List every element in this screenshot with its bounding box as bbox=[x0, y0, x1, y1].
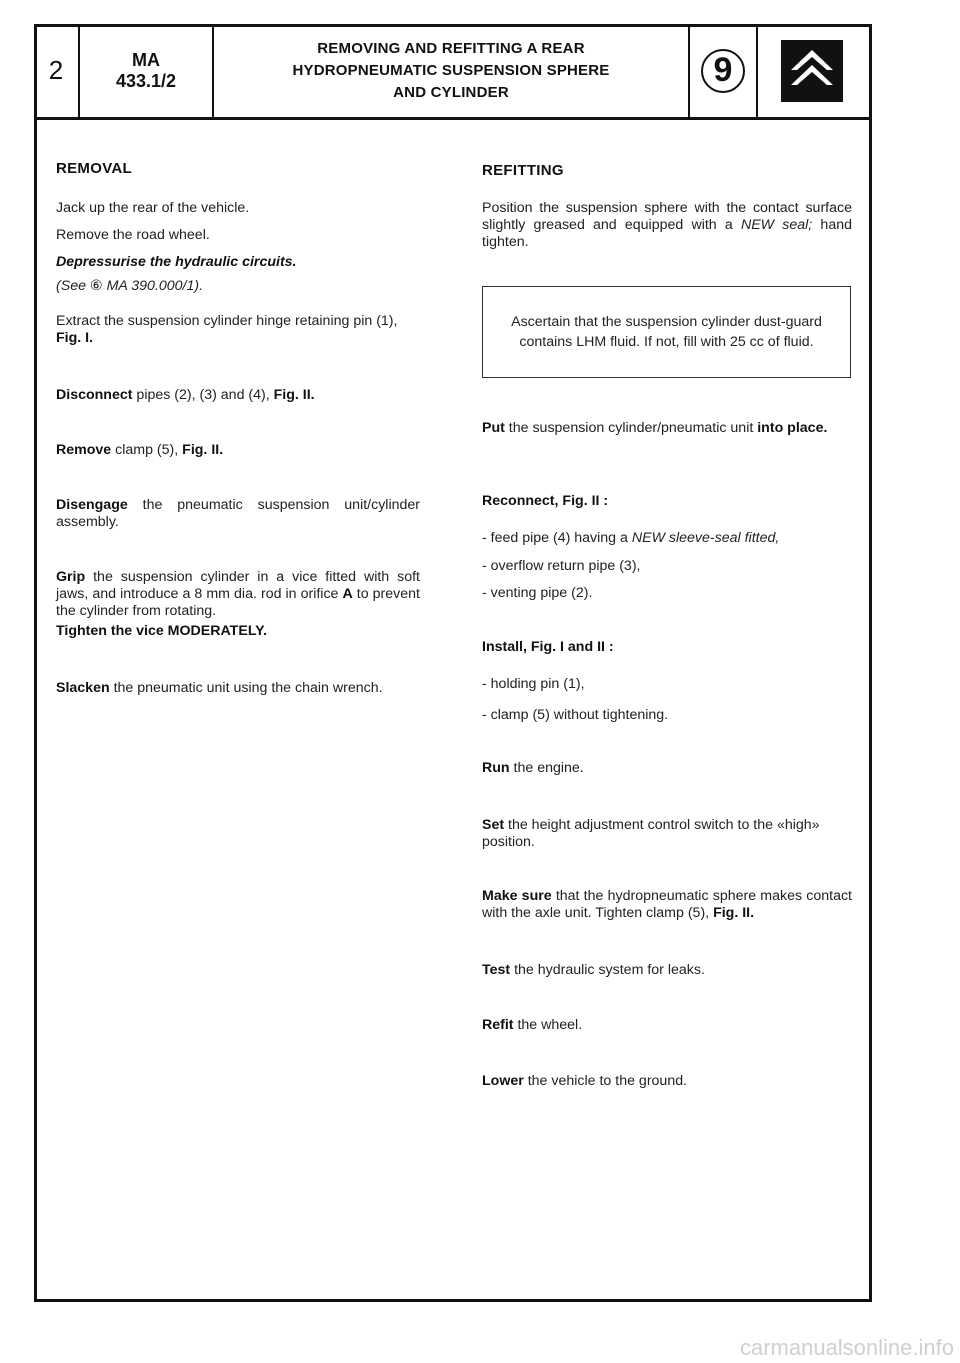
reconnect-item-venting: - venting pipe (2). bbox=[482, 585, 593, 601]
removal-step-reference: (See ⑥ MA 390.000/1). bbox=[56, 278, 204, 294]
refitting-step-sphere bbox=[482, 200, 852, 251]
removal-heading: REMOVAL bbox=[56, 160, 132, 177]
text: clamp (5), bbox=[111, 442, 183, 458]
logo-cell bbox=[758, 24, 866, 117]
reconnect-heading: Reconnect, Fig. II : bbox=[482, 493, 609, 509]
refitting-step-run bbox=[482, 760, 852, 777]
refitting-step-refit bbox=[482, 1017, 852, 1034]
verb: Disengage bbox=[56, 497, 128, 513]
text: the height adjustment control switch to the «high» position. bbox=[482, 817, 820, 850]
reconnect-item-overflow: - overflow return pipe (3), bbox=[482, 558, 641, 574]
document-code bbox=[80, 24, 212, 117]
refitting-step-put bbox=[482, 420, 852, 437]
note-line2: contains LHM fluid. If not, fill with 25 cc of fluid. bbox=[519, 334, 814, 350]
verb: Put bbox=[482, 420, 505, 436]
text: the vehicle to the ground. bbox=[523, 1073, 688, 1089]
install-item-pin: - holding pin (1), bbox=[482, 676, 585, 692]
verb: into place. bbox=[757, 420, 828, 436]
removal-step-warning: Tighten the vice MODERATELY. bbox=[56, 623, 268, 639]
text: the engine. bbox=[509, 760, 584, 776]
fig-ref: Fig. II. bbox=[182, 442, 224, 458]
removal-step-grip bbox=[56, 569, 420, 620]
refitting-step-make-sure bbox=[482, 888, 852, 922]
text: the pneumatic suspension unit/cylinder assembly. bbox=[56, 497, 420, 530]
text: the wheel. bbox=[513, 1017, 583, 1033]
verb: Remove bbox=[56, 442, 112, 458]
removal-step-depressurise: Depressurise the hydraulic circuits. bbox=[56, 254, 297, 270]
title-line1: REMOVING AND REFITTING A REAR bbox=[317, 39, 585, 57]
page-number: 2 bbox=[48, 55, 64, 85]
removal-step-pin-fig: Fig. I. bbox=[56, 330, 94, 346]
verb: Test bbox=[482, 962, 511, 978]
verb: Refit bbox=[482, 1017, 514, 1033]
reconnect-item-feed bbox=[482, 530, 852, 547]
verb: Disconnect bbox=[56, 387, 133, 403]
text: to prevent the cylinder from rotating. bbox=[56, 586, 420, 619]
document-code-line2: 433.1/2 bbox=[115, 70, 177, 91]
title-line2: HYDROPNEUMATIC SUSPENSION SPHERE bbox=[292, 61, 610, 79]
text: Position the suspension sphere with the contact surface slightly greased and equipped with a bbox=[482, 200, 852, 233]
text: the suspension cylinder in a vice fitted with soft jaws, and introduce a 8 mm dia. rod in orifice bbox=[56, 569, 420, 602]
refitting-step-set bbox=[482, 817, 852, 851]
text: the hydraulic system for leaks. bbox=[510, 962, 705, 978]
removal-step-disconnect bbox=[56, 387, 420, 404]
title-line3: AND CYLINDER bbox=[393, 83, 509, 101]
refitting-heading: REFITTING bbox=[482, 162, 564, 179]
new-sleeve-seal: NEW sleeve-seal fitted, bbox=[631, 530, 780, 546]
verb: Grip bbox=[56, 569, 86, 585]
removal-step-disengage bbox=[56, 497, 420, 531]
note-box bbox=[482, 286, 851, 378]
citroen-chevron-logo-icon bbox=[781, 40, 843, 102]
refitting-step-lower bbox=[482, 1073, 852, 1090]
verb: Run bbox=[482, 760, 510, 776]
text: the suspension cylinder/pneumatic unit bbox=[504, 420, 758, 436]
verb: Set bbox=[482, 817, 505, 833]
document-code-line1: MA bbox=[132, 49, 160, 70]
install-heading: Install, Fig. I and II : bbox=[482, 639, 614, 655]
install-item-clamp: - clamp (5) without tightening. bbox=[482, 707, 669, 723]
removal-step-jack: Jack up the rear of the vehicle. bbox=[56, 200, 250, 216]
text: that the hydropneumatic sphere makes contact with the axle unit. Tighten clamp (5), bbox=[482, 888, 852, 921]
circled-number-badge: 9 bbox=[701, 49, 745, 93]
fig-ref: Fig. II. bbox=[273, 387, 315, 403]
page-title bbox=[214, 24, 688, 117]
new-seal: NEW seal; bbox=[740, 217, 813, 233]
badge-cell bbox=[690, 24, 756, 117]
refitting-step-test bbox=[482, 962, 852, 979]
text: hand tighten. bbox=[482, 217, 852, 250]
verb: Lower bbox=[482, 1073, 524, 1089]
removal-step-slacken bbox=[56, 680, 426, 697]
text: pipes (2), (3) and (4), bbox=[132, 387, 274, 403]
note-line1: Ascertain that the suspension cylinder dust-guard bbox=[511, 314, 822, 330]
fig-ref: Fig. II. bbox=[713, 905, 755, 921]
verb: Make sure bbox=[482, 888, 552, 904]
text: the pneumatic unit using the chain wrench. bbox=[109, 680, 383, 696]
watermark-url: carmanualsonline.info bbox=[739, 1335, 954, 1360]
removal-step-pin: Extract the suspension cylinder hinge retaining pin (1), bbox=[56, 313, 398, 329]
orifice-label: A bbox=[342, 586, 353, 602]
removal-step-wheel: Remove the road wheel. bbox=[56, 227, 210, 243]
verb: Slacken bbox=[56, 680, 110, 696]
removal-step-clamp bbox=[56, 442, 420, 459]
text: - feed pipe (4) having a bbox=[482, 530, 632, 546]
header bbox=[34, 24, 872, 120]
